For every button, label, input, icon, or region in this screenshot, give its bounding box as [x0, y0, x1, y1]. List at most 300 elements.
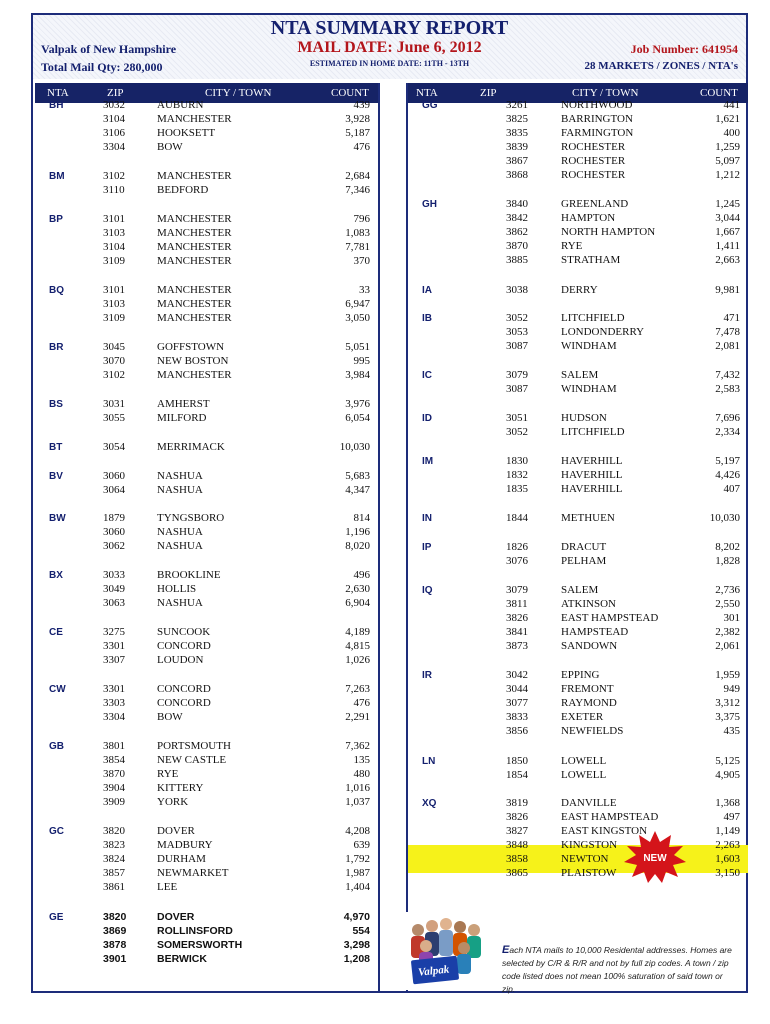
city-town: NASHUA — [157, 540, 203, 552]
table-row — [408, 625, 748, 639]
zip-code: 3878 — [103, 939, 127, 951]
count-value: 10,030 — [709, 512, 740, 524]
zip-code: 3856 — [506, 725, 528, 737]
city-town: AMHERST — [157, 398, 210, 410]
count-value: 497 — [723, 811, 740, 823]
zip-code: 3031 — [103, 398, 125, 410]
table-row — [408, 838, 748, 852]
city-town: MANCHESTER — [157, 213, 232, 225]
zip-code: 3835 — [506, 127, 528, 139]
table-row — [35, 952, 378, 966]
zip-code: 3032 — [103, 99, 125, 111]
city-town: YORK — [157, 796, 189, 808]
valpak-people-image — [406, 912, 490, 990]
table-row — [35, 240, 378, 254]
city-town: LITCHFIELD — [561, 426, 625, 438]
zip-code: 3076 — [506, 555, 528, 567]
count-value: 1,245 — [715, 198, 740, 210]
table-row — [408, 468, 748, 482]
city-town: HAMPSTEAD — [561, 626, 629, 638]
table-row — [35, 910, 378, 924]
city-town: PLAISTOW — [561, 867, 617, 879]
count-value: 5,187 — [345, 127, 370, 139]
count-value: 2,334 — [715, 426, 740, 438]
table-row — [35, 226, 378, 240]
zip-code: 3839 — [506, 141, 528, 153]
count-value: 2,663 — [715, 254, 740, 266]
city-town: LITCHFIELD — [561, 312, 625, 324]
count-value: 33 — [359, 284, 370, 296]
zip-code: 3819 — [506, 797, 528, 809]
count-value: 7,432 — [715, 369, 740, 381]
count-value: 1,404 — [345, 881, 370, 893]
table-row — [35, 539, 378, 553]
table-row — [35, 397, 378, 411]
zip-code: 3079 — [506, 584, 528, 596]
city-town: KINGSTON — [561, 839, 618, 851]
zip-code: 3060 — [103, 526, 125, 538]
city-town: LOWELL — [561, 769, 607, 781]
count-value: 7,478 — [715, 326, 740, 338]
city-town: MANCHESTER — [157, 312, 232, 324]
zip-code: 3109 — [103, 312, 125, 324]
zip-code: 3301 — [103, 683, 125, 695]
city-town: METHUEN — [561, 512, 615, 524]
zip-code: 3827 — [506, 825, 528, 837]
count-value: 814 — [353, 512, 370, 524]
zip-code: 3064 — [103, 484, 125, 496]
nta-header: NTA — [416, 87, 438, 99]
zip-code: 3811 — [506, 598, 528, 610]
left-column — [35, 83, 380, 991]
table-row — [35, 824, 378, 838]
table-row — [35, 411, 378, 425]
zip-code: 3087 — [506, 383, 528, 395]
city-town: ROLLINSFORD — [157, 925, 233, 937]
zip-code: 3909 — [103, 796, 125, 808]
job-number: Job Number: 641954 — [630, 42, 738, 56]
count-value: 3,375 — [715, 711, 740, 723]
count-value: 1,212 — [715, 169, 740, 181]
count-value: 4,189 — [345, 626, 370, 638]
count-value: 3,050 — [345, 312, 370, 324]
zip-code: 3865 — [506, 867, 528, 879]
count-value: 4,347 — [345, 484, 370, 496]
table-row — [35, 639, 378, 653]
nta-code: IM — [422, 456, 434, 467]
estimated-in-home-date: ESTIMATED IN HOME DATE: 11TH - 13TH — [309, 59, 470, 68]
footer-note — [502, 944, 738, 996]
city-town: EAST KINGSTON — [561, 825, 648, 837]
table-row — [35, 311, 378, 325]
count-value: 2,550 — [715, 598, 740, 610]
city-town: BOW — [157, 711, 183, 723]
report-title: NTA SUMMARY REPORT — [270, 17, 509, 39]
count-value: 135 — [353, 754, 370, 766]
count-value: 1,208 — [343, 953, 370, 965]
table-row — [408, 98, 748, 112]
city-town: MANCHESTER — [157, 113, 232, 125]
city-town: HAMPTON — [561, 212, 616, 224]
count-value: 301 — [723, 612, 740, 624]
zip-code: 3823 — [103, 839, 125, 851]
table-row — [35, 739, 378, 753]
count-value: 8,020 — [345, 540, 370, 552]
table-row — [408, 197, 748, 211]
zip-code: 3044 — [506, 683, 528, 695]
zip-code: 3070 — [103, 355, 125, 367]
table-row — [408, 810, 748, 824]
count-value: 5,125 — [715, 755, 740, 767]
count-value: 400 — [723, 127, 740, 139]
zip-code: 3848 — [506, 839, 528, 851]
zip-code: 3102 — [103, 369, 125, 381]
count-value: 8,202 — [715, 541, 740, 553]
table-row — [35, 126, 378, 140]
city-town: NEW BOSTON — [157, 355, 229, 367]
table-row — [408, 554, 748, 568]
zip-code: 3110 — [103, 184, 125, 196]
city-town: WINDHAM — [561, 383, 617, 395]
right-column — [406, 83, 748, 991]
table-row — [408, 253, 748, 267]
table-row — [35, 183, 378, 197]
nta-code: BS — [49, 399, 63, 410]
city-town: RYE — [157, 768, 179, 780]
city-town: SOMERSWORTH — [157, 939, 243, 951]
table-row — [408, 768, 748, 782]
city-town: MANCHESTER — [157, 241, 232, 253]
city-town: NASHUA — [157, 597, 203, 609]
count-value: 4,815 — [345, 640, 370, 652]
count-value: 4,426 — [715, 469, 740, 481]
city-town: CONCORD — [157, 640, 211, 652]
table-row — [408, 511, 748, 525]
city-town: KITTERY — [157, 782, 204, 794]
city-town: FREMONT — [561, 683, 614, 695]
city-town: CONCORD — [157, 697, 211, 709]
zip-code: 3861 — [103, 881, 125, 893]
count-header: COUNT — [700, 87, 738, 99]
zip-code: 3873 — [506, 640, 528, 652]
count-value: 2,382 — [715, 626, 740, 638]
count-value: 3,044 — [715, 212, 740, 224]
zip-code: 3063 — [103, 597, 125, 609]
zip-code: 3833 — [506, 711, 528, 723]
footer-note-initial: E — [502, 944, 510, 956]
table-row — [408, 639, 748, 653]
footer-note-text: ach NTA mails to 10,000 Residental addresses. Homes are selected by C/R & R/R and not by full zip codes. A town / zip code listed does not mean 100% saturation of said town or zip. — [502, 945, 732, 994]
zip-code: 3052 — [506, 426, 528, 438]
zip-code: 3049 — [103, 583, 125, 595]
zip-code: 3901 — [103, 953, 127, 965]
zip-code: 3869 — [103, 925, 127, 937]
city-town: ROCHESTER — [561, 169, 626, 181]
count-value: 6,947 — [345, 298, 370, 310]
city-town: HAVERHILL — [561, 483, 623, 495]
publication-name: Valpak of New Hampshire — [41, 42, 177, 56]
table-row — [408, 168, 748, 182]
count-value: 3,928 — [345, 113, 370, 125]
table-row — [408, 411, 748, 425]
zip-code: 3087 — [506, 340, 528, 352]
count-value: 995 — [353, 355, 370, 367]
count-value: 3,984 — [345, 369, 370, 381]
count-value: 1,667 — [715, 226, 740, 238]
zip-code: 3052 — [506, 312, 528, 324]
nta-code: BT — [49, 442, 63, 453]
zip-code: 3106 — [103, 127, 125, 139]
count-value: 6,904 — [345, 597, 370, 609]
count-value: 9,981 — [715, 284, 740, 296]
table-row — [35, 112, 378, 126]
table-row — [408, 325, 748, 339]
zip-code: 1854 — [506, 769, 528, 781]
city-town: RYE — [561, 240, 583, 252]
zip-code: 3825 — [506, 113, 528, 125]
zip-code: 3103 — [103, 227, 125, 239]
table-row — [35, 582, 378, 596]
city-town: HOOKSETT — [157, 127, 216, 139]
table-row — [408, 211, 748, 225]
zip-code: 3275 — [103, 626, 125, 638]
zip-code: 3820 — [103, 911, 127, 923]
table-row — [408, 454, 748, 468]
count-value: 1,368 — [715, 797, 740, 809]
table-row — [408, 710, 748, 724]
zip-code: 3301 — [103, 640, 125, 652]
nta-code: BQ — [49, 285, 64, 296]
city-town: NASHUA — [157, 526, 203, 538]
count-value: 496 — [353, 569, 370, 581]
table-row — [408, 682, 748, 696]
table-row — [408, 368, 748, 382]
city-town: DOVER — [157, 825, 195, 837]
count-value: 1,083 — [345, 227, 370, 239]
zip-code: 3870 — [103, 768, 125, 780]
table-row — [408, 824, 748, 838]
city-town: FARMINGTON — [561, 127, 634, 139]
zip-code: 3840 — [506, 198, 528, 210]
city-town: NASHUA — [157, 470, 203, 482]
city-town: BEDFORD — [157, 184, 209, 196]
table-row — [408, 866, 748, 880]
table-row — [408, 696, 748, 710]
count-value: 1,196 — [345, 526, 370, 538]
count-value: 7,362 — [345, 740, 370, 752]
city-town: NASHUA — [157, 484, 203, 496]
zip-code: 3857 — [103, 867, 125, 879]
zip-code: 3079 — [506, 369, 528, 381]
city-town: NEWTON — [561, 853, 609, 865]
count-value: 2,263 — [715, 839, 740, 851]
table-row — [35, 511, 378, 525]
zip-code: 3801 — [103, 740, 125, 752]
count-value: 1,411 — [715, 240, 740, 252]
count-value: 3,298 — [343, 939, 370, 951]
table-row — [408, 382, 748, 396]
count-value: 441 — [723, 99, 740, 111]
zip-code: 1844 — [506, 512, 528, 524]
city-town: BERWICK — [157, 953, 207, 965]
zip-code: 1832 — [506, 469, 528, 481]
count-value: 471 — [723, 312, 740, 324]
zip-code: 1879 — [103, 512, 125, 524]
nta-code: XQ — [422, 798, 437, 809]
nta-code: IB — [422, 313, 432, 324]
table-row — [35, 880, 378, 894]
table-row — [35, 710, 378, 724]
city-town: DERRY — [561, 284, 598, 296]
city-town: RAYMOND — [561, 697, 617, 709]
nta-code: GG — [422, 100, 438, 111]
count-value: 1,828 — [715, 555, 740, 567]
nta-code: GE — [49, 912, 64, 923]
city-town: HAVERHILL — [561, 469, 623, 481]
zip-code: 1826 — [506, 541, 528, 553]
zip-code: 3826 — [506, 811, 528, 823]
count-value: 476 — [353, 141, 370, 153]
city-town: PORTSMOUTH — [157, 740, 231, 752]
count-value: 2,291 — [345, 711, 370, 723]
city-town: AUBURN — [157, 99, 204, 111]
table-row — [408, 239, 748, 253]
count-value: 2,081 — [715, 340, 740, 352]
valpak-logo-text: Valpak — [417, 963, 450, 979]
zip-code: 1850 — [506, 755, 528, 767]
table-row — [35, 767, 378, 781]
nta-code: BM — [49, 171, 65, 182]
count-value: 2,736 — [715, 584, 740, 596]
city-town: STRATHAM — [561, 254, 621, 266]
city-town: NEWFIELDS — [561, 725, 624, 737]
count-value: 3,312 — [715, 697, 740, 709]
city-town: DURHAM — [157, 853, 206, 865]
count-value: 1,037 — [345, 796, 370, 808]
zip-code: 3867 — [506, 155, 528, 167]
table-row — [408, 597, 748, 611]
zip-code: 3854 — [103, 754, 125, 766]
city-town: PELHAM — [561, 555, 607, 567]
table-row — [35, 795, 378, 809]
zip-header: ZIP — [480, 87, 497, 99]
city-town: HAVERHILL — [561, 455, 623, 467]
city-town: MANCHESTER — [157, 227, 232, 239]
nta-header: NTA — [47, 87, 69, 99]
zip-code: 3104 — [103, 241, 125, 253]
table-row — [408, 283, 748, 297]
nta-code: IP — [422, 542, 432, 553]
zip-header: ZIP — [107, 87, 124, 99]
city-town: MANCHESTER — [157, 284, 232, 296]
count-value: 2,684 — [345, 170, 370, 182]
table-row — [35, 525, 378, 539]
count-value: 5,051 — [345, 341, 370, 353]
zip-code: 3062 — [103, 540, 125, 552]
report-frame — [31, 13, 748, 993]
count-value: 1,149 — [715, 825, 740, 837]
zip-code: 3053 — [506, 326, 528, 338]
count-value: 7,696 — [715, 412, 740, 424]
table-row — [408, 754, 748, 768]
table-row — [408, 425, 748, 439]
city-town: GREENLAND — [561, 198, 629, 210]
count-value: 370 — [353, 255, 370, 267]
zip-code: 3820 — [103, 825, 125, 837]
table-row — [408, 540, 748, 554]
count-header: COUNT — [331, 87, 369, 99]
count-value: 5,197 — [715, 455, 740, 467]
count-value: 2,061 — [715, 640, 740, 652]
table-row — [35, 297, 378, 311]
count-value: 3,150 — [715, 867, 740, 879]
count-value: 7,263 — [345, 683, 370, 695]
city-town: MADBURY — [157, 839, 213, 851]
city-town: LONDONDERRY — [561, 326, 645, 338]
city-town: BARRINGTON — [561, 113, 633, 125]
city-town: EXETER — [561, 711, 604, 723]
nta-code: IC — [422, 370, 432, 381]
nta-code: CW — [49, 684, 66, 695]
zip-code: 3870 — [506, 240, 528, 252]
table-row — [408, 583, 748, 597]
zip-code: 3858 — [506, 853, 528, 865]
table-row — [35, 753, 378, 767]
table-row — [35, 483, 378, 497]
city-town: MERRIMACK — [157, 441, 225, 453]
count-value: 554 — [352, 925, 370, 937]
zip-code: 3060 — [103, 470, 125, 482]
table-row — [35, 938, 378, 952]
zip-code: 3045 — [103, 341, 125, 353]
table-row — [35, 596, 378, 610]
mail-date: MAIL DATE: June 6, 2012 — [297, 39, 482, 56]
zip-code: 3077 — [506, 697, 528, 709]
column-gap — [380, 83, 406, 991]
table-row — [408, 668, 748, 682]
zip-code: 3885 — [506, 254, 528, 266]
city-town: NEW CASTLE — [157, 754, 227, 766]
table-row — [408, 154, 748, 168]
zip-code: 3033 — [103, 569, 125, 581]
count-value: 4,905 — [715, 769, 740, 781]
table-row — [35, 440, 378, 454]
table-row — [35, 340, 378, 354]
city-town: MANCHESTER — [157, 255, 232, 267]
count-value: 7,346 — [345, 184, 370, 196]
zip-code: 3101 — [103, 213, 125, 225]
nta-code: GH — [422, 199, 437, 210]
city-town: HOLLIS — [157, 583, 197, 595]
count-value: 1,026 — [345, 654, 370, 666]
new-badge-text: NEW — [643, 853, 667, 864]
count-value: 4,970 — [343, 911, 370, 923]
nta-code: IN — [422, 513, 432, 524]
table-row — [35, 568, 378, 582]
city-town: DOVER — [157, 911, 195, 923]
nta-code: CE — [49, 627, 63, 638]
zip-code: 3826 — [506, 612, 528, 624]
zip-code: 3303 — [103, 697, 125, 709]
table-row — [35, 354, 378, 368]
city-town: NORTHWOOD — [561, 99, 633, 111]
nta-code: GB — [49, 741, 64, 752]
nta-code: IR — [422, 670, 432, 681]
count-value: 3,976 — [345, 398, 370, 410]
city-town: DRACUT — [561, 541, 607, 553]
table-row — [35, 781, 378, 795]
city-header: CITY / TOWN — [205, 87, 272, 99]
